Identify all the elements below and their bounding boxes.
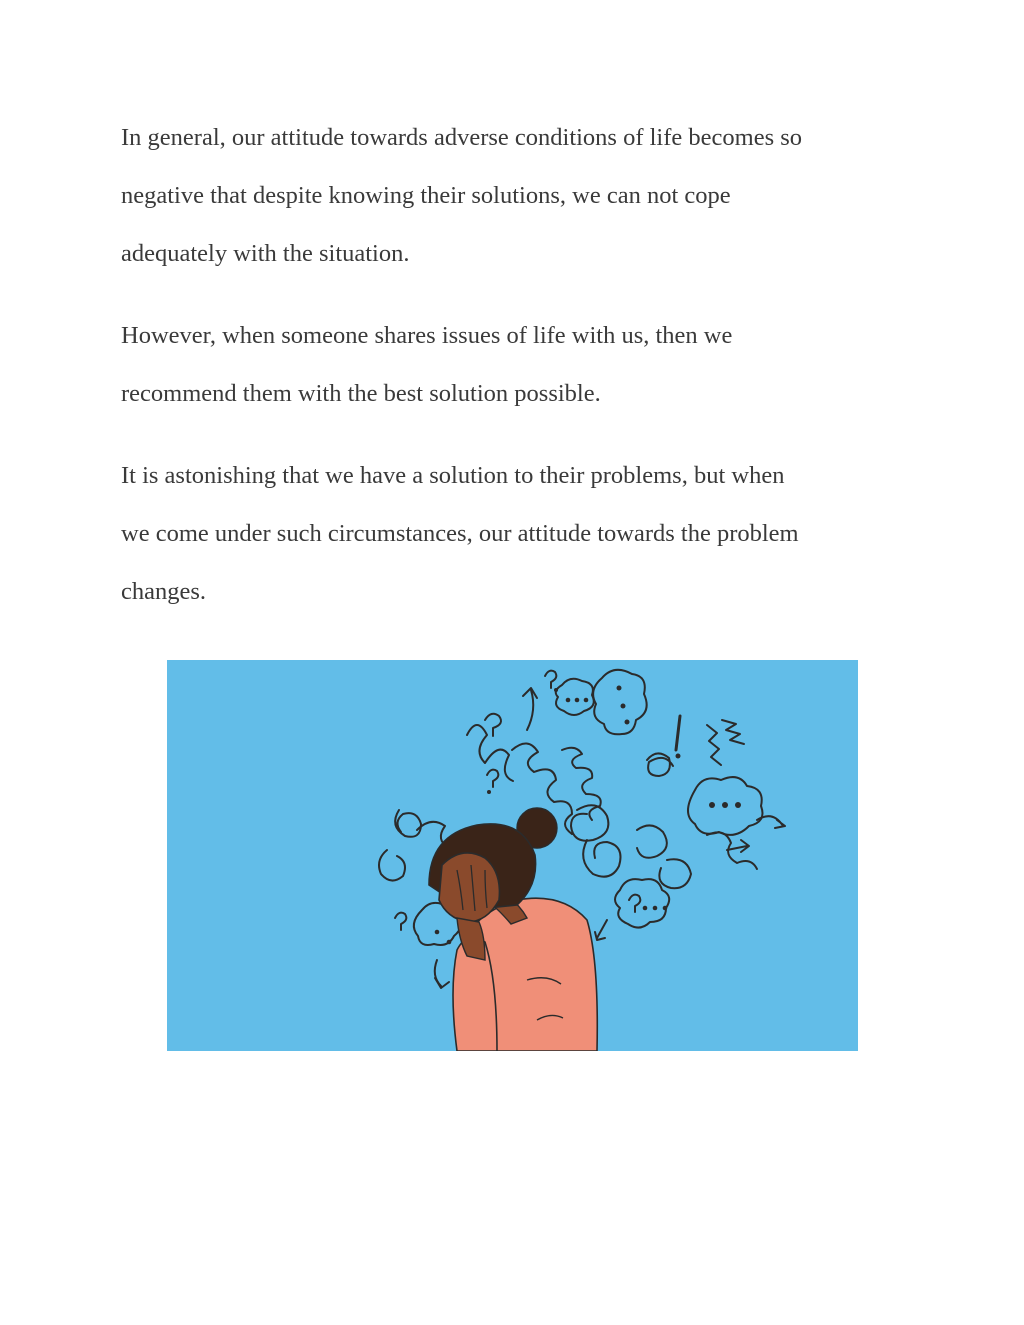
paragraph-line: changes. [121, 578, 207, 605]
paragraph-2 [121, 307, 911, 423]
paragraph-3 [121, 447, 911, 621]
paragraph-line: negative that despite knowing their solutions, we can not cope [121, 182, 731, 209]
stressed-woman-illustration [167, 660, 858, 1051]
paragraph-line: It is astonishing that we have a solution to their problems, but when [121, 462, 785, 489]
paragraph-line: However, when someone shares issues of life with us, then we [121, 322, 733, 349]
paragraph-line: adequately with the situation. [121, 240, 410, 267]
paragraph-1 [121, 109, 911, 283]
illustration-svg [167, 660, 858, 1051]
paragraph-line: we come under such circumstances, our attitude towards the problem [121, 520, 799, 547]
paragraph-line: In general, our attitude towards adverse conditions of life becomes so [121, 124, 803, 151]
paragraph-line: recommend them with the best solution possible. [121, 380, 601, 407]
hands [439, 853, 499, 922]
